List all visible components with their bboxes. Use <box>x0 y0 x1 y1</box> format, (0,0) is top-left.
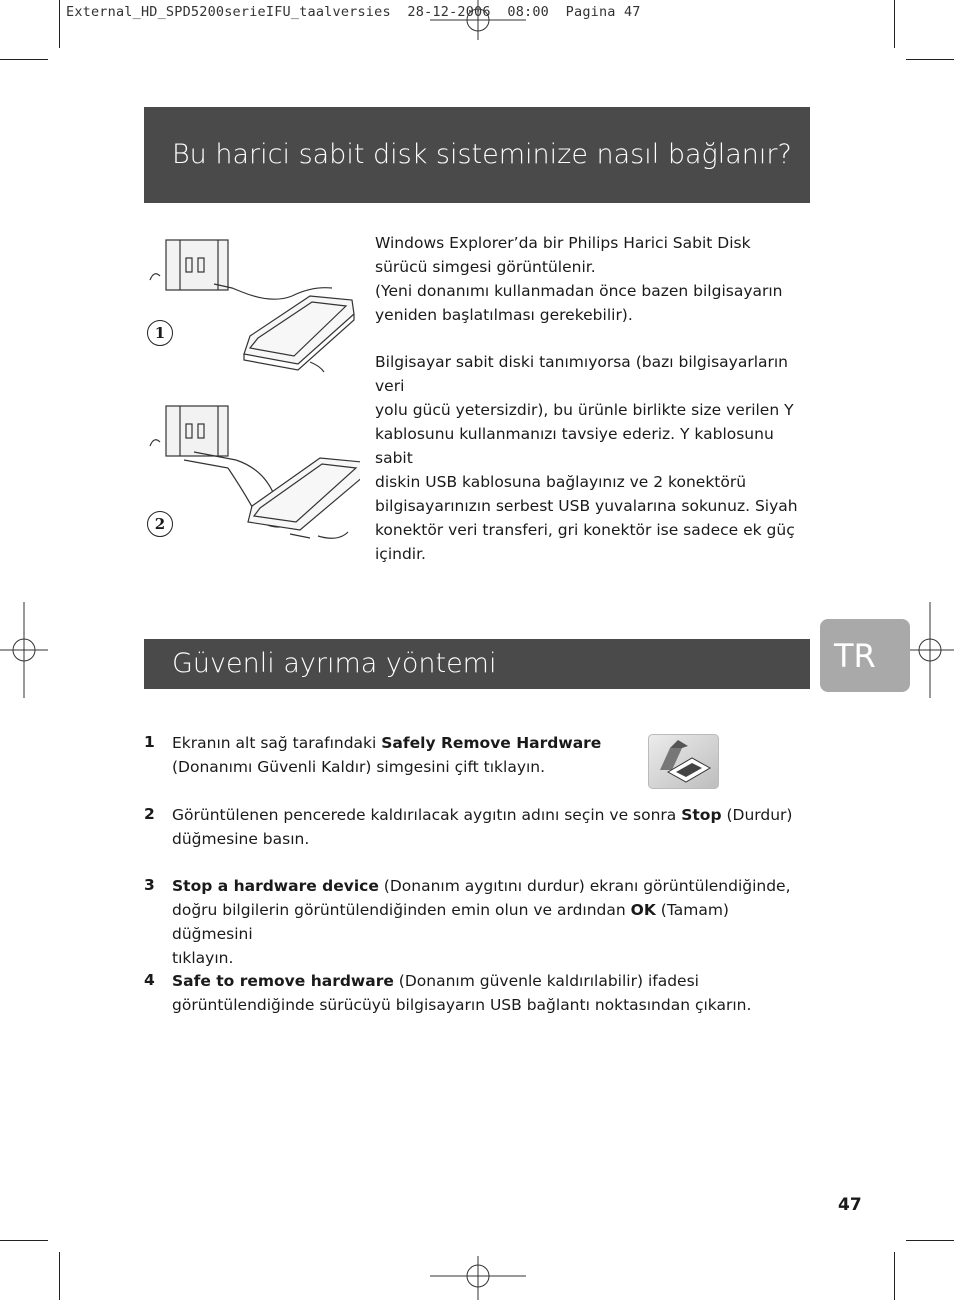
paragraph-line: (Yeni donanımı kullanmadan önce bazen bilgisayarın <box>375 282 783 300</box>
step-text-part: (Donanım aygıtını durdur) ekranı görüntülendiğinde, <box>378 877 791 895</box>
step-text-bold: Safely Remove Hardware <box>381 734 602 752</box>
step-text-part: (Donanımı Güvenli Kaldır) simgesini çift tıklayın. <box>172 758 546 776</box>
step-text-part: görüntülendiğinde sürücüyü bilgisayarın USB bağlantı noktasından çıkarın. <box>172 996 752 1014</box>
step-text-part: tıklayın. <box>172 949 234 967</box>
crop-mark <box>894 0 895 48</box>
step-text-part: düğmesine basın. <box>172 830 310 848</box>
section-banner-safe-removal <box>144 639 810 689</box>
step-text <box>172 969 812 1017</box>
crop-mark <box>0 59 48 60</box>
language-tab <box>820 619 910 692</box>
step-text <box>172 874 812 970</box>
registration-mark-icon <box>906 602 954 698</box>
crop-mark <box>59 1252 60 1300</box>
paragraph-explorer-icon <box>375 231 811 327</box>
section-title: Güvenli ayrıma yöntemi <box>172 648 497 679</box>
paragraph-line: Bilgisayar sabit diski tanımıyorsa (bazı bilgisayarların veri <box>375 353 789 395</box>
registration-mark-icon <box>430 0 526 40</box>
step-text-part: Ekranın alt sağ tarafındaki <box>172 734 382 752</box>
print-slug: External_HD_SPD5200serieIFU_taalversies 28-12-2006 08:00 Pagina 47 <box>66 4 641 20</box>
step-text-bold: Stop <box>681 806 722 824</box>
step-text-part: (Durdur) <box>721 806 793 824</box>
paragraph-line: yeniden başlatılması gerekebilir). <box>375 306 633 324</box>
paragraph-line: diskin USB kablosuna bağlayınız ve 2 konektörü <box>375 473 747 491</box>
step-text-bold: Stop a hardware device <box>172 877 379 895</box>
step-text-part: Görüntülenen pencerede kaldırılacak aygıtın adını seçin ve sonra <box>172 806 682 824</box>
connection-illustration-2 <box>140 402 360 548</box>
step-number: 1 <box>144 733 155 751</box>
section-banner-connect <box>144 107 810 203</box>
paragraph-line: konektör veri transferi, gri konektör ise sadece ek güç <box>375 521 795 539</box>
step-number: 3 <box>144 876 155 894</box>
paragraph-line: sürücü simgesi görüntülenir. <box>375 258 596 276</box>
section-title: Bu harici sabit disk sisteminize nasıl bağlanır? <box>172 139 792 170</box>
figure-label-2: 2 <box>147 511 173 537</box>
step-text-part: (Tamam) düğmesini <box>172 901 729 943</box>
crop-mark <box>894 1252 895 1300</box>
crop-mark <box>59 0 60 48</box>
page-number: 47 <box>838 1195 862 1215</box>
paragraph-line: Windows Explorer’da bir Philips Harici Sabit Disk <box>375 234 751 252</box>
crop-mark <box>906 59 954 60</box>
step-text-bold: OK <box>630 901 656 919</box>
paragraph-line: içindir. <box>375 545 426 563</box>
crop-mark <box>906 1240 954 1241</box>
step-text-bold: Safe to remove hardware <box>172 972 394 990</box>
safely-remove-hardware-icon <box>648 734 719 789</box>
paragraph-line: bilgisayarınızın serbest USB yuvalarına sokunuz. Siyah <box>375 497 798 515</box>
step-text <box>172 731 612 779</box>
language-tab-label: TR <box>834 637 876 675</box>
step-number: 4 <box>144 971 155 989</box>
crop-mark <box>0 1240 48 1241</box>
step-text <box>172 803 812 851</box>
paragraph-line: kablosunu kullanmanızı tavsiye ederiz. Y kablosunu sabit <box>375 425 774 467</box>
step-text-part: (Donanım güvenle kaldırılabilir) ifadesi <box>393 972 699 990</box>
registration-mark-icon <box>430 1256 526 1300</box>
step-text-part: doğru bilgilerin görüntülendiğinden emin olun ve ardından <box>172 901 631 919</box>
step-number: 2 <box>144 805 155 823</box>
paragraph-line: yolu gücü yetersizdir), bu ürünle birlikte size verilen Y <box>375 401 794 419</box>
connection-illustration-1 <box>140 236 360 376</box>
paragraph-y-cable <box>375 350 811 566</box>
figure-label-1: 1 <box>147 320 173 346</box>
registration-mark-icon <box>0 602 48 698</box>
